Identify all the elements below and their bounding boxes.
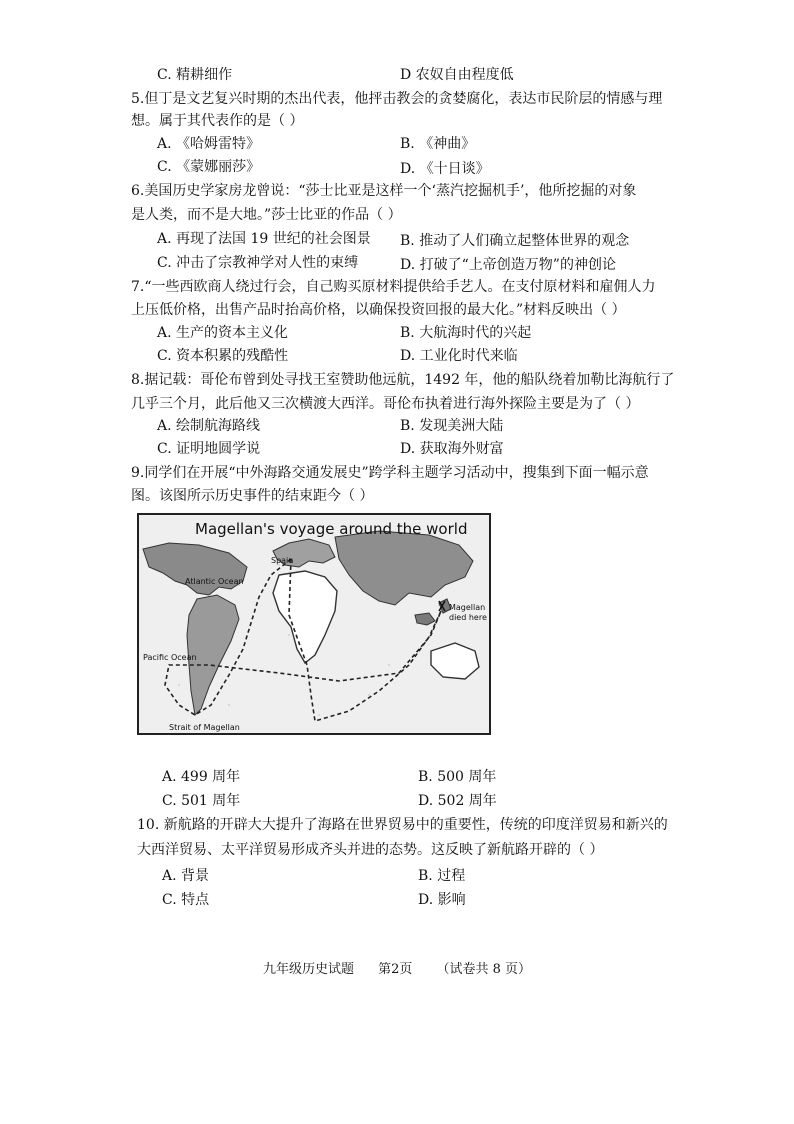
q4-option-d: D 农奴自由程度低 [400,67,514,83]
q6-stem-line2: 是人类，而不是大地。”莎士比亚的作品（ ） [131,207,402,223]
q5-option-a: A. 《哈姆雷特》 [157,136,261,152]
q9-stem-line1: 9.同学们在开展“中外海路交通发展史”跨学科主题学习活动中，搜集到下面一幅示意 [131,465,649,481]
map-label-atlantic: Atlantic Ocean [185,577,244,586]
q7-stem-line1: 7.“一些西欧商人绕过行会，自己购买原材料提供给手艺人。在支付原材料和雇佣人力 [131,279,656,295]
q5-option-b: B. 《神曲》 [400,136,476,152]
map-label-strait: Strait of Magellan [169,723,240,732]
map-label-died-here: died here [449,613,487,622]
world-map-drawing [139,515,489,733]
q6-stem-line1: 6.美国历史学家房龙曾说：“莎士比亚是这样一个‘蒸汽挖掘机手’，他所挖掘的对象 [131,183,637,199]
q6-option-c: C. 冲击了宗教神学对人性的束缚 [157,255,359,271]
q9-option-b: B. 500 周年 [418,769,497,785]
q10-option-d: D. 影响 [418,892,466,908]
q7-option-c: C. 资本积累的残酷性 [157,348,289,364]
q7-stem-line2: 上压低价格，出售产品时抬高价格，以确保投资回报的最大化。”材料反映出（ ） [131,302,626,318]
q5-option-c: C. 《蒙娜丽莎》 [157,159,261,175]
q9-option-c: C. 501 周年 [162,793,241,809]
q7-option-b: B. 大航海时代的兴起 [400,325,532,341]
q10-option-a: A. 背景 [162,868,210,884]
q10-option-b: B. 过程 [418,868,466,884]
q8-option-b: B. 发现美洲大陆 [400,418,504,434]
q7-option-d: D. 工业化时代来临 [400,348,518,364]
q6-option-d: D. 打破了“上帝创造万物”的神创论 [400,257,616,273]
q6-option-b: B. 推动了人们确立起整体世界的观念 [400,233,630,249]
q6-option-a: A. 再现了法国 19 世纪的社会图景 [157,231,371,247]
q5-option-d: D. 《十日谈》 [400,161,490,177]
q8-option-c: C. 证明地圆学说 [157,441,261,457]
q4-option-c: C. 精耕细作 [157,67,233,83]
footer-total-pages: （试卷共 8 页） [436,962,532,977]
footer-subject: 九年级历史试题 [262,962,354,977]
q5-stem-line2: 想。属于其代表作的是（ ） [131,113,304,129]
q10-option-c: C. 特点 [162,892,210,908]
q8-option-d: D. 获取海外财富 [400,441,504,457]
q9-option-d: D. 502 周年 [418,793,497,809]
q7-option-a: A. 生产的资本主义化 [157,325,289,341]
q9-stem-line2: 图。该图所示历史事件的结束距今（ ） [131,488,374,504]
page-footer [0,958,794,977]
q8-stem-line2: 几乎三个月，此后他又三次横渡大西洋。哥伦布执着进行海外探险主要是为了（ ） [131,396,640,412]
magellan-voyage-map [137,513,491,735]
q10-stem-line1: 10. 新航路的开辟大大提升了海路在世界贸易中的重要性，传统的印度洋贸易和新兴的 [137,817,668,833]
map-title: Magellan's voyage around the world [195,520,468,538]
q10-stem-line2: 大西洋贸易、太平洋贸易形成齐头并进的态势。这反映了新航路开辟的（ ） [137,842,604,858]
q8-option-a: A. 绘制航海路线 [157,418,261,434]
q9-option-a: A. 499 周年 [162,769,241,785]
map-label-magellan: Magellan [449,603,486,612]
q5-stem-line1: 5.但丁是文艺复兴时期的杰出代表，他抨击教会的贪婪腐化，表达市民阶层的情感与理 [131,91,663,107]
map-label-pacific: Pacific Ocean [143,653,197,662]
q8-stem-line1: 8.据记载：哥伦布曾到处寻找王室赞助他远航，1492 年，他的船队绕着加勒比海航行了 [131,372,675,388]
map-label-spain: Spain [271,556,294,565]
footer-page-number: 第2页 [378,962,413,977]
